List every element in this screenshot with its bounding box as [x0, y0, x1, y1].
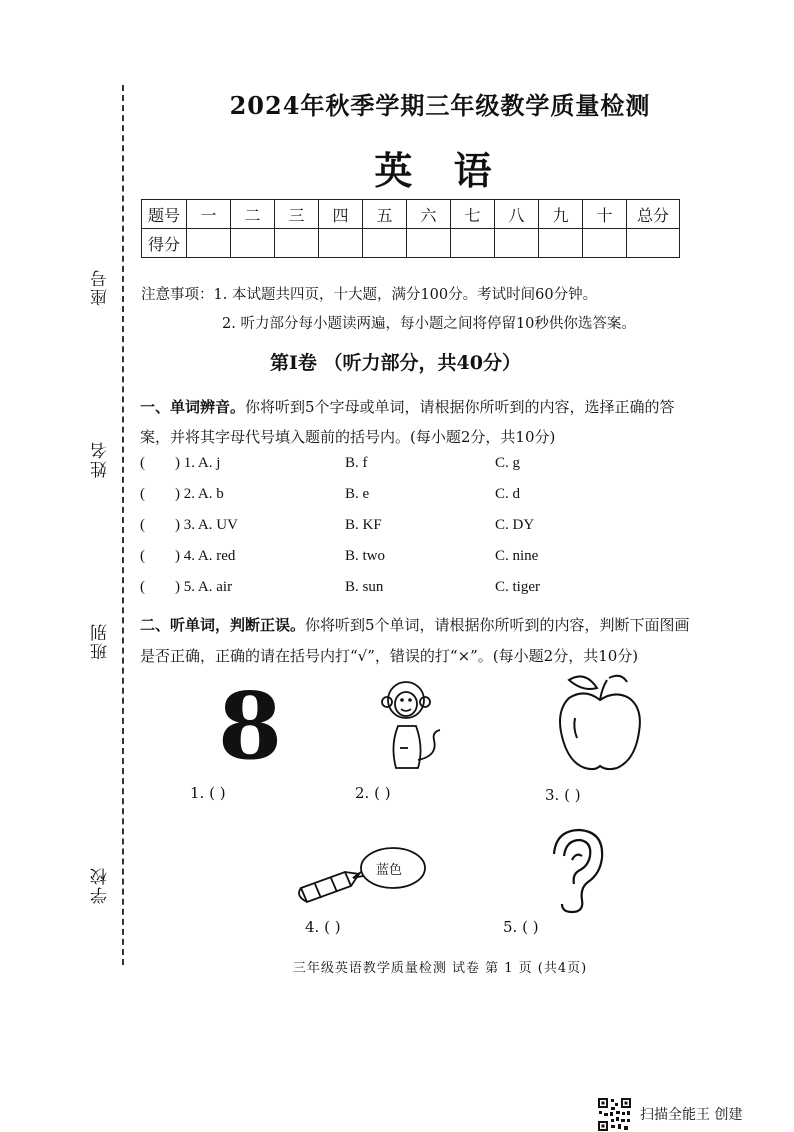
section-2-heading: 二、听单词，判断正误。 [140, 616, 306, 634]
score-input-cell[interactable] [407, 229, 451, 258]
section-2-instructions-line-1 [140, 614, 690, 635]
option-a: ) 1. A. j [175, 455, 221, 471]
score-input-cell[interactable] [275, 229, 319, 258]
answer-bracket[interactable]: ( [140, 548, 145, 564]
picture-4-answer[interactable]: 4. ( ) [305, 918, 341, 936]
score-cell: 六 [407, 200, 451, 229]
score-row-label: 得分 [142, 229, 187, 258]
score-input-cell[interactable] [319, 229, 363, 258]
score-input-cell[interactable] [187, 229, 231, 258]
answer-bracket[interactable]: ( [140, 455, 145, 471]
page-footer: 三年级英语教学质量检测 试卷 第 1 页 (共4页) [292, 961, 588, 976]
school-label: 学校 [91, 866, 111, 904]
section-2-text-2: 是否正确，正确的请在括号内打“√”，错误的打“×”。(每小题2分，共10分) [140, 647, 639, 665]
monkey-icon [378, 676, 448, 776]
picture-1-answer[interactable]: 1. ( ) [190, 784, 226, 802]
qr-code-icon [597, 1097, 632, 1132]
option-b: B. sun [345, 579, 384, 595]
answer-bracket[interactable]: ( [140, 486, 145, 502]
score-cell-total: 总分 [627, 200, 680, 229]
score-cell: 一 [187, 200, 231, 229]
answer-bracket[interactable]: ( [140, 517, 145, 533]
part-one-title: 第Ⅰ卷 （听力部分，共40分） [270, 352, 521, 374]
section-1-text-1: 你将听到5个字母或单词，请根据你所听到的内容，选择正确的答 [245, 398, 675, 416]
section-2-text-1: 你将听到5个单词，请根据你所听到的内容，判断下面图画 [305, 616, 690, 634]
number-eight-picture: 8 [218, 672, 283, 780]
score-cell-label: 题号 [142, 200, 187, 229]
option-c: C. g [495, 455, 521, 471]
section-1-text-2: 案，并将其字母代号填入题前的括号内。(每小题2分，共10分) [140, 428, 556, 446]
apple-icon [555, 670, 645, 775]
seat-number-label: 座号 [91, 268, 111, 306]
section-1-heading: 一、单词辨音。 [140, 398, 246, 416]
score-table-header-row [142, 200, 680, 229]
score-cell: 七 [451, 200, 495, 229]
score-cell: 二 [231, 200, 275, 229]
score-input-cell[interactable] [583, 229, 627, 258]
option-a: ) 3. A. UV [175, 517, 238, 533]
score-input-cell[interactable] [495, 229, 539, 258]
subject-title: 英 语 [374, 148, 506, 193]
score-cell: 四 [319, 200, 363, 229]
score-cell: 十 [583, 200, 627, 229]
binding-dashed-line [122, 85, 124, 965]
option-c: C. d [495, 486, 521, 502]
option-c: C. nine [495, 548, 539, 564]
answer-bracket[interactable]: ( [140, 579, 145, 595]
crayon-color-label: 蓝色 [376, 863, 403, 878]
class-label: 班别 [91, 622, 111, 660]
exam-title: 2024年秋季学期三年级教学质量检测 [229, 91, 651, 120]
option-b: B. e [345, 486, 370, 502]
option-b: B. f [345, 455, 368, 471]
score-cell: 八 [495, 200, 539, 229]
picture-3-answer[interactable]: 3. ( ) [545, 786, 581, 804]
option-c: C. tiger [495, 579, 540, 595]
score-cell: 九 [539, 200, 583, 229]
notes-line-2: 2. 听力部分每小题读两遍，每小题之间将停留10秒供你选答案。 [222, 316, 636, 332]
option-b: B. KF [345, 517, 382, 533]
score-input-cell[interactable] [539, 229, 583, 258]
option-a: ) 5. A. air [175, 579, 233, 595]
notes-line-1: 注意事项：1. 本试题共四页，十大题，满分100分。考试时间60分钟。 [141, 287, 598, 303]
score-input-cell[interactable] [231, 229, 275, 258]
score-table [141, 199, 680, 258]
score-input-cell-total[interactable] [627, 229, 680, 258]
score-cell: 三 [275, 200, 319, 229]
option-c: C. DY [495, 517, 535, 533]
ear-icon [542, 826, 612, 916]
option-a: ) 4. A. red [175, 548, 236, 564]
score-table-score-row [142, 229, 680, 258]
crayon-icon [295, 840, 435, 905]
option-a: ) 2. A. b [175, 486, 224, 502]
section-1-instructions-line-1 [140, 396, 675, 417]
picture-5-answer[interactable]: 5. ( ) [503, 918, 539, 936]
name-label: 姓名 [91, 440, 111, 478]
scanner-watermark: 扫描全能王 创建 [640, 1107, 743, 1123]
score-input-cell[interactable] [451, 229, 495, 258]
picture-2-answer[interactable]: 2. ( ) [355, 784, 391, 802]
score-cell: 五 [363, 200, 407, 229]
score-input-cell[interactable] [363, 229, 407, 258]
option-b: B. two [345, 548, 386, 564]
